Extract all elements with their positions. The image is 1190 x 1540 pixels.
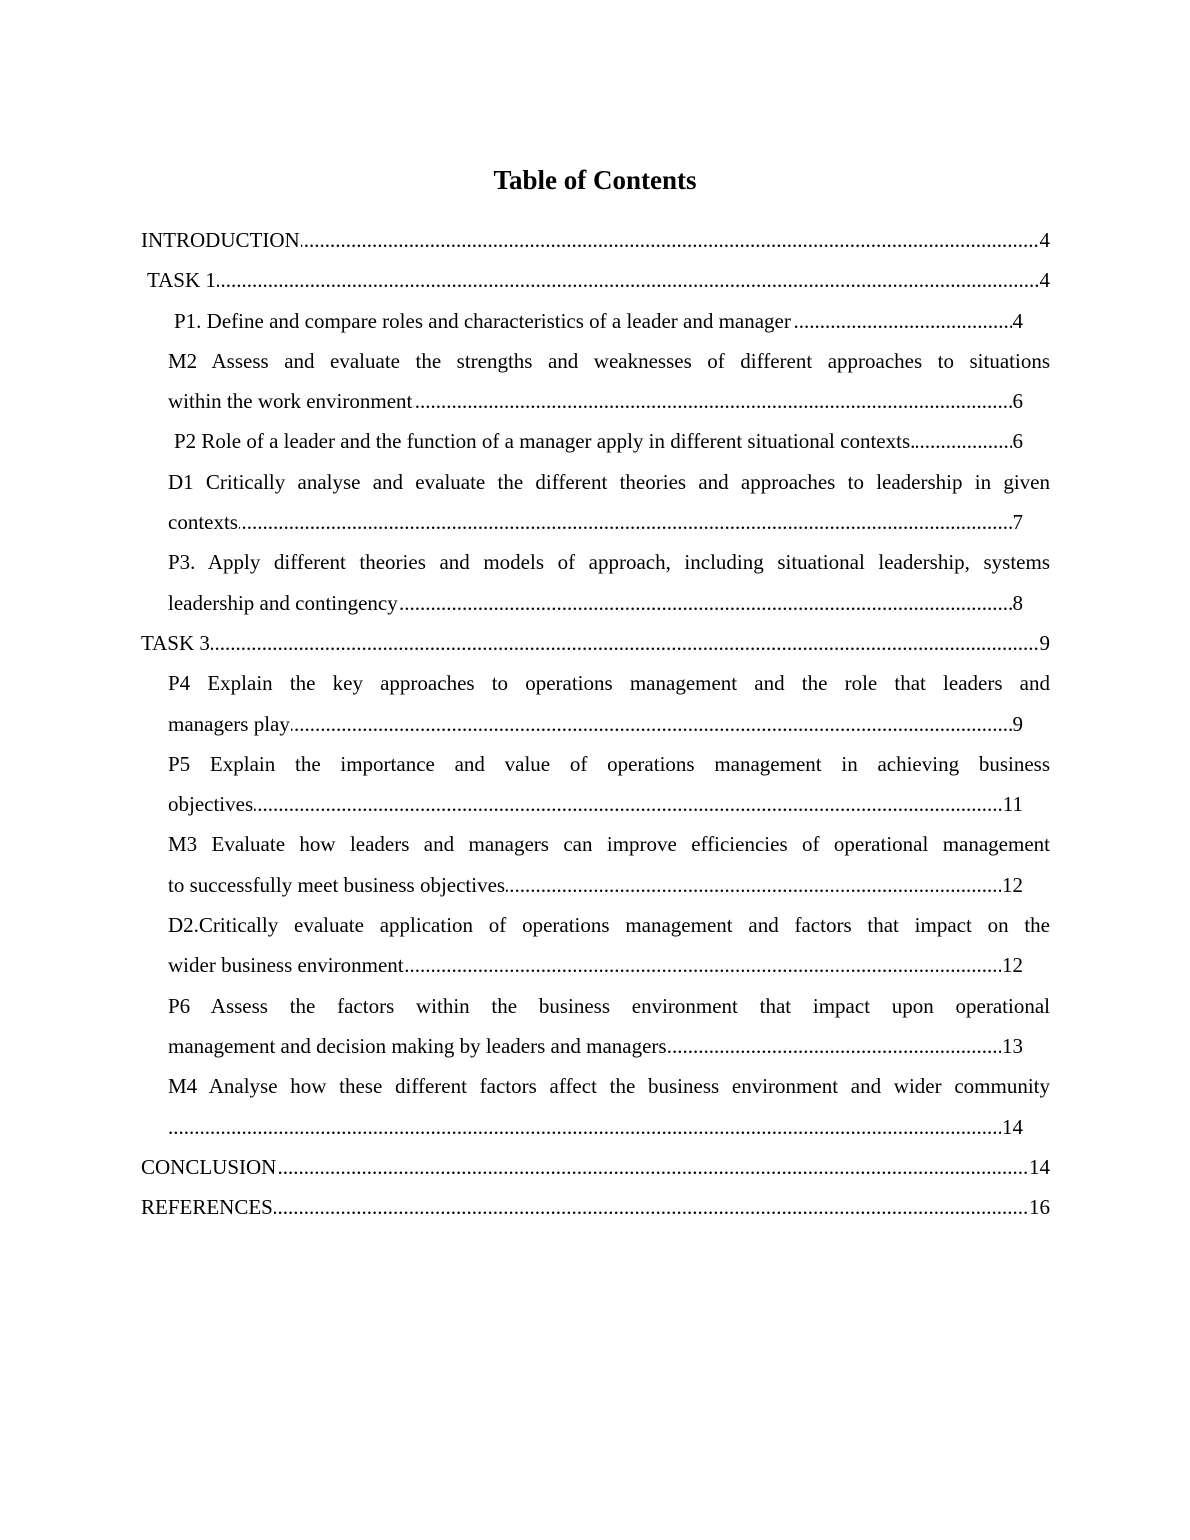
toc-entry-label: contexts — [168, 510, 238, 535]
toc-entry-p5[interactable] — [168, 784, 1023, 824]
toc-entry-label: TASK 1 — [147, 268, 216, 293]
toc-entry-label: P1. Define and compare roles and characteristics of a leader and manager — [174, 308, 791, 333]
toc-entry-page: 8 — [1012, 583, 1024, 623]
toc-entry-page: 7 — [1012, 502, 1024, 542]
toc-entry-page: 9 — [1039, 623, 1051, 663]
toc-entry-label: CONCLUSION — [141, 1154, 277, 1179]
toc-entry-label: P2 Role of a leader and the function of a manager apply in different situational contexts. — [174, 429, 916, 454]
toc-entry-label: within the work environment — [168, 389, 413, 414]
toc-entry-m4[interactable] — [168, 1107, 1023, 1147]
toc-entry-label: TASK 3 — [141, 630, 210, 655]
toc-entry-p6-line1[interactable]: P6 Assess the factors within the business environment that impact upon operational — [168, 993, 1050, 1018]
toc-entry-label: objectives — [168, 792, 254, 817]
toc-entry-m3[interactable] — [168, 865, 1023, 905]
toc-entry-page: 12 — [1001, 865, 1023, 905]
toc-entry-p5-line1[interactable]: P5 Explain the importance and value of operations management in achieving business — [168, 751, 1050, 776]
toc-entry-page: 6 — [1012, 381, 1024, 421]
toc-list — [0, 220, 1190, 1227]
toc-entry-task-3[interactable] — [141, 623, 1050, 663]
toc-entry-p6[interactable] — [168, 1026, 1023, 1066]
toc-entry-d1[interactable] — [168, 502, 1023, 542]
toc-entry-introduction[interactable] — [141, 220, 1050, 260]
toc-entry-m2[interactable] — [168, 381, 1023, 421]
toc-entry-m4-line1[interactable]: M4 Analyse how these different factors affect the business environment and wider community — [168, 1074, 1050, 1099]
toc-title: Table of Contents — [493, 165, 697, 195]
toc-entry-conclusion[interactable] — [141, 1147, 1050, 1187]
toc-entry-task-1[interactable] — [147, 260, 1050, 300]
toc-entry-label: management and decision making by leaders and managers — [168, 1033, 667, 1058]
toc-entry-references[interactable] — [141, 1187, 1050, 1227]
toc-entry-page: 13 — [1001, 1026, 1023, 1066]
toc-entry-page: 14 — [1028, 1147, 1050, 1187]
toc-entry-page: 9 — [1012, 704, 1024, 744]
toc-entry-page: 12 — [1001, 945, 1023, 985]
toc-entry-d2-line1[interactable]: D2.Critically evaluate application of operations management and factors that impact on the — [168, 913, 1050, 938]
toc-entry-label — [168, 1115, 169, 1139]
toc-entry-p4-line1[interactable]: P4 Explain the key approaches to operations management and the role that leaders and — [168, 671, 1050, 696]
toc-entry-page: 4 — [1039, 260, 1051, 300]
toc-entry-p2[interactable] — [174, 421, 1023, 461]
toc-entry-page: 11 — [1002, 784, 1023, 824]
toc-entry-label: REFERENCES — [141, 1195, 273, 1220]
toc-entry-p3[interactable] — [168, 583, 1023, 623]
toc-entry-label: INTRODUCTION — [141, 228, 300, 252]
toc-entry-p1[interactable] — [174, 301, 1023, 341]
toc-entry-page: 4 — [1012, 301, 1024, 341]
toc-entry-m3-line1[interactable]: M3 Evaluate how leaders and managers can improve efficiencies of operational management — [168, 832, 1050, 857]
toc-entry-label: leadership and contingency — [168, 590, 398, 615]
toc-entry-p3-line1[interactable]: P3. Apply different theories and models of approach, including situational leadership, systems — [168, 550, 1050, 575]
toc-entry-d1-line1[interactable]: D1 Critically analyse and evaluate the different theories and approaches to leadership in given — [168, 469, 1050, 494]
toc-entry-label: to successfully meet business objectives — [168, 872, 506, 897]
toc-entry-page: 4 — [1039, 220, 1051, 260]
toc-entry-page: 6 — [1012, 421, 1024, 461]
toc-entry-m2-line1[interactable]: M2 Assess and evaluate the strengths and weaknesses of different approaches to situations — [168, 348, 1050, 373]
toc-entry-label: managers play — [168, 711, 290, 736]
toc-entry-label: wider business environment — [168, 953, 404, 978]
toc-entry-p4[interactable] — [168, 704, 1023, 744]
toc-entry-page: 14 — [1001, 1107, 1023, 1147]
toc-entry-page: 16 — [1028, 1187, 1050, 1227]
toc-entry-d2[interactable] — [168, 945, 1023, 985]
